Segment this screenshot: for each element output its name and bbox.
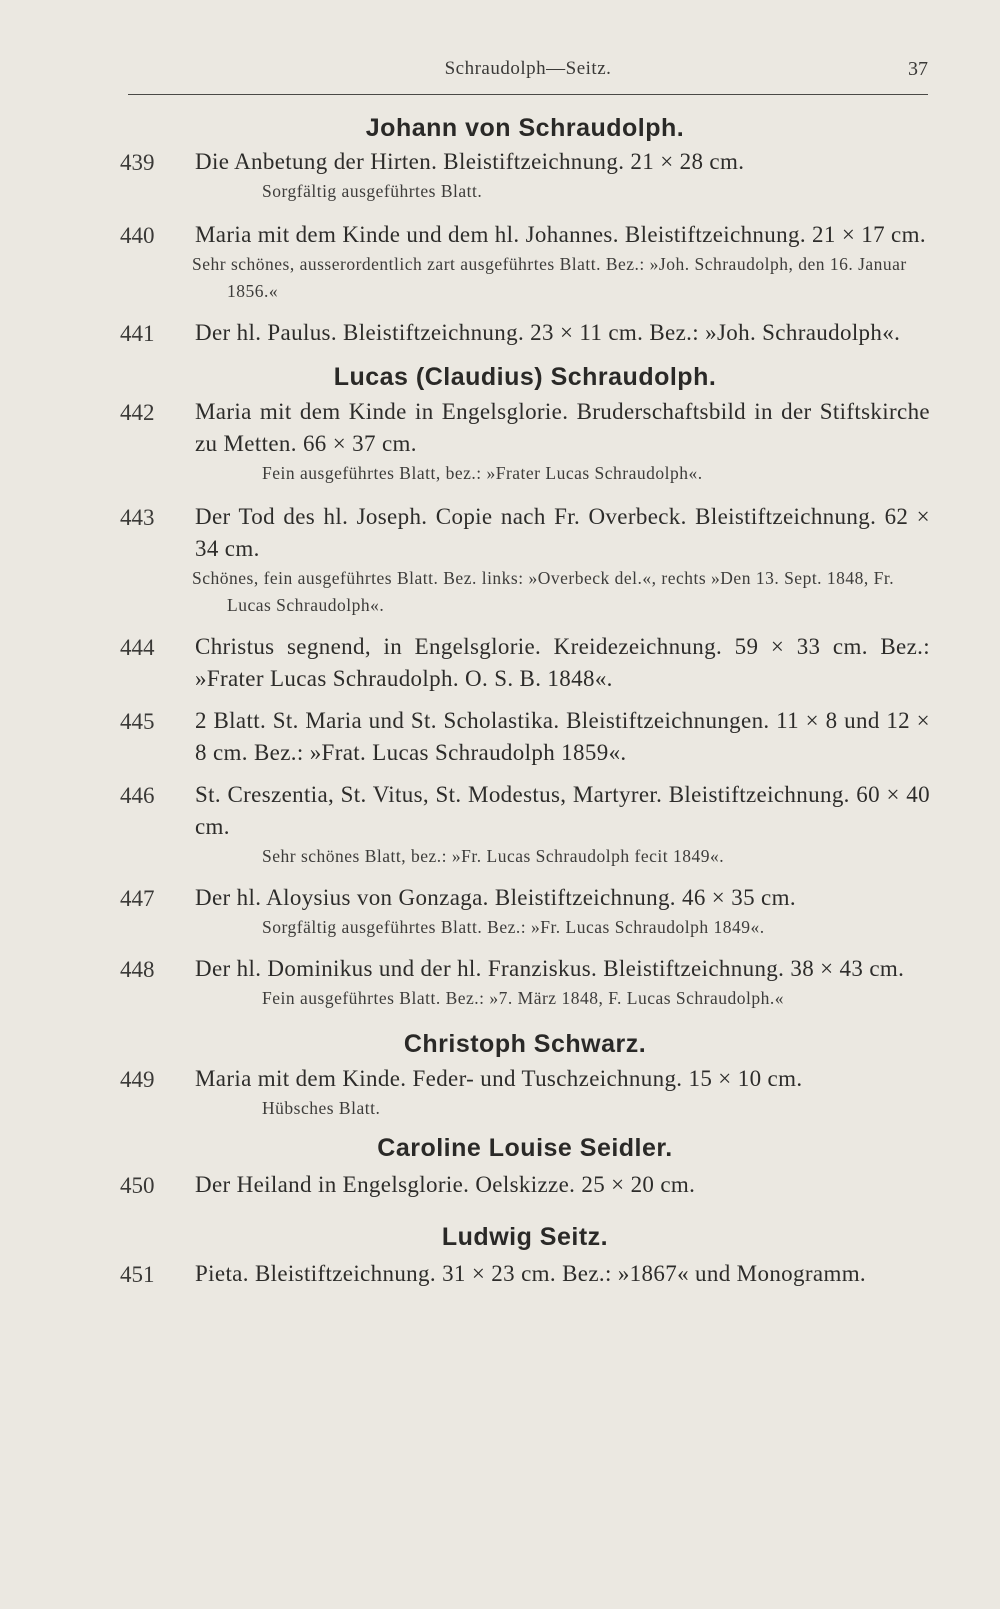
entry-number: 450 <box>120 1173 155 1198</box>
entry-title: St. Creszentia, St. Vitus, St. Modestus, Martyrer. Bleistiftzeichnung. 60 × 40 cm. <box>195 782 930 839</box>
catalog-entry <box>120 501 930 619</box>
catalog-entry <box>120 146 930 205</box>
entry-number: 443 <box>120 505 155 530</box>
entry-number: 448 <box>120 957 155 982</box>
entry-title: Maria mit dem Kinde und dem hl. Johannes. Bleistiftzeichnung. 21 × 17 cm. <box>195 222 926 247</box>
catalog-entry <box>120 1258 930 1290</box>
entry-number: 440 <box>120 223 155 248</box>
entry-note: Schönes, fein ausgeführtes Blatt. Bez. links: »Overbeck del.«, rechts »Den 13. Sept. 1848, Fr. Lucas Schraudolph«. <box>192 568 895 615</box>
entry-title: Maria mit dem Kinde. Feder- und Tuschzeichnung. 15 × 10 cm. <box>195 1066 803 1091</box>
catalog-entry <box>120 882 930 941</box>
entry-title: 2 Blatt. St. Maria und St. Scholastika. Bleistiftzeichnungen. 11 × 8 und 12 × 8 cm. Bez.: »Frat. Lucas Schraudolph 1859«. <box>195 708 930 765</box>
header-rule <box>128 94 928 95</box>
entry-title: Der Tod des hl. Joseph. Copie nach Fr. Overbeck. Bleistiftzeichnung. 62 × 34 cm. <box>195 504 930 561</box>
entry-number: 442 <box>120 400 155 425</box>
catalog-entry <box>120 1063 930 1122</box>
entry-note: Fein ausgeführtes Blatt, bez.: »Frater Lucas Schraudolph«. <box>262 463 703 483</box>
artist-heading: Caroline Louise Seidler. <box>377 1134 673 1162</box>
running-title: Schraudolph—Seitz. <box>444 58 612 79</box>
entry-title: Der Heiland in Engelsglorie. Oelskizze. 25 × 20 cm. <box>195 1172 696 1197</box>
entry-title: Der hl. Aloysius von Gonzaga. Bleistiftzeichnung. 46 × 35 cm. <box>195 885 796 910</box>
entry-note: Sorgfältig ausgeführtes Blatt. Bez.: »Fr. Lucas Schraudolph 1849«. <box>262 917 765 937</box>
entry-number: 446 <box>120 783 155 808</box>
entry-note: Hübsches Blatt. <box>262 1098 381 1118</box>
entry-title: Der hl. Dominikus und der hl. Franziskus. Bleistiftzeichnung. 38 × 43 cm. <box>195 956 905 981</box>
artist-heading: Ludwig Seitz. <box>441 1223 609 1251</box>
entry-note: Sehr schönes, ausserordentlich zart ausgeführtes Blatt. Bez.: »Joh. Schraudolph, den 16. Januar 1856.« <box>192 254 907 301</box>
entry-number: 451 <box>120 1262 155 1287</box>
catalog-entry <box>120 953 930 1012</box>
artist-heading: Lucas (Claudius) Schraudolph. <box>333 363 717 391</box>
entry-number: 447 <box>120 886 155 911</box>
catalog-entry <box>120 705 930 769</box>
entry-title: Der hl. Paulus. Bleistiftzeichnung. 23 × 11 cm. Bez.: »Joh. Schraudolph«. <box>195 320 901 345</box>
catalog-entry <box>120 396 930 487</box>
entry-number: 444 <box>120 635 155 660</box>
catalog-entry <box>120 219 930 305</box>
entry-note: Fein ausgeführtes Blatt. Bez.: »7. März 1848, F. Lucas Schraudolph.« <box>262 988 785 1008</box>
catalog-entry <box>120 317 930 349</box>
entry-title: Die Anbetung der Hirten. Bleistiftzeichnung. 21 × 28 cm. <box>195 149 745 174</box>
page-number: 37 <box>908 58 928 80</box>
catalog-content <box>120 108 930 1290</box>
entry-title: Maria mit dem Kinde in Engelsglorie. Bruderschaftsbild in der Stiftskirche zu Metten. 66 × 37 cm. <box>195 399 930 456</box>
entry-number: 441 <box>120 321 155 346</box>
artist-heading: Johann von Schraudolph. <box>365 114 685 142</box>
entry-title: Pieta. Bleistiftzeichnung. 31 × 23 cm. Bez.: »1867« und Monogramm. <box>195 1261 867 1286</box>
entry-number: 439 <box>120 150 155 175</box>
entry-number: 449 <box>120 1067 155 1092</box>
entry-note: Sehr schönes Blatt, bez.: »Fr. Lucas Schraudolph fecit 1849«. <box>262 846 725 866</box>
entry-number: 445 <box>120 709 155 734</box>
catalog-entry <box>120 1169 930 1201</box>
entry-note: Sorgfältig ausgeführtes Blatt. <box>262 181 483 201</box>
artist-heading: Christoph Schwarz. <box>403 1030 647 1058</box>
catalog-entry <box>120 779 930 870</box>
running-head <box>128 58 928 92</box>
entry-title: Christus segnend, in Engelsglorie. Kreidezeichnung. 59 × 33 cm. Bez.: »Frater Lucas Schraudolph. O. S. B. 1848«. <box>195 634 930 691</box>
catalog-entry <box>120 631 930 695</box>
